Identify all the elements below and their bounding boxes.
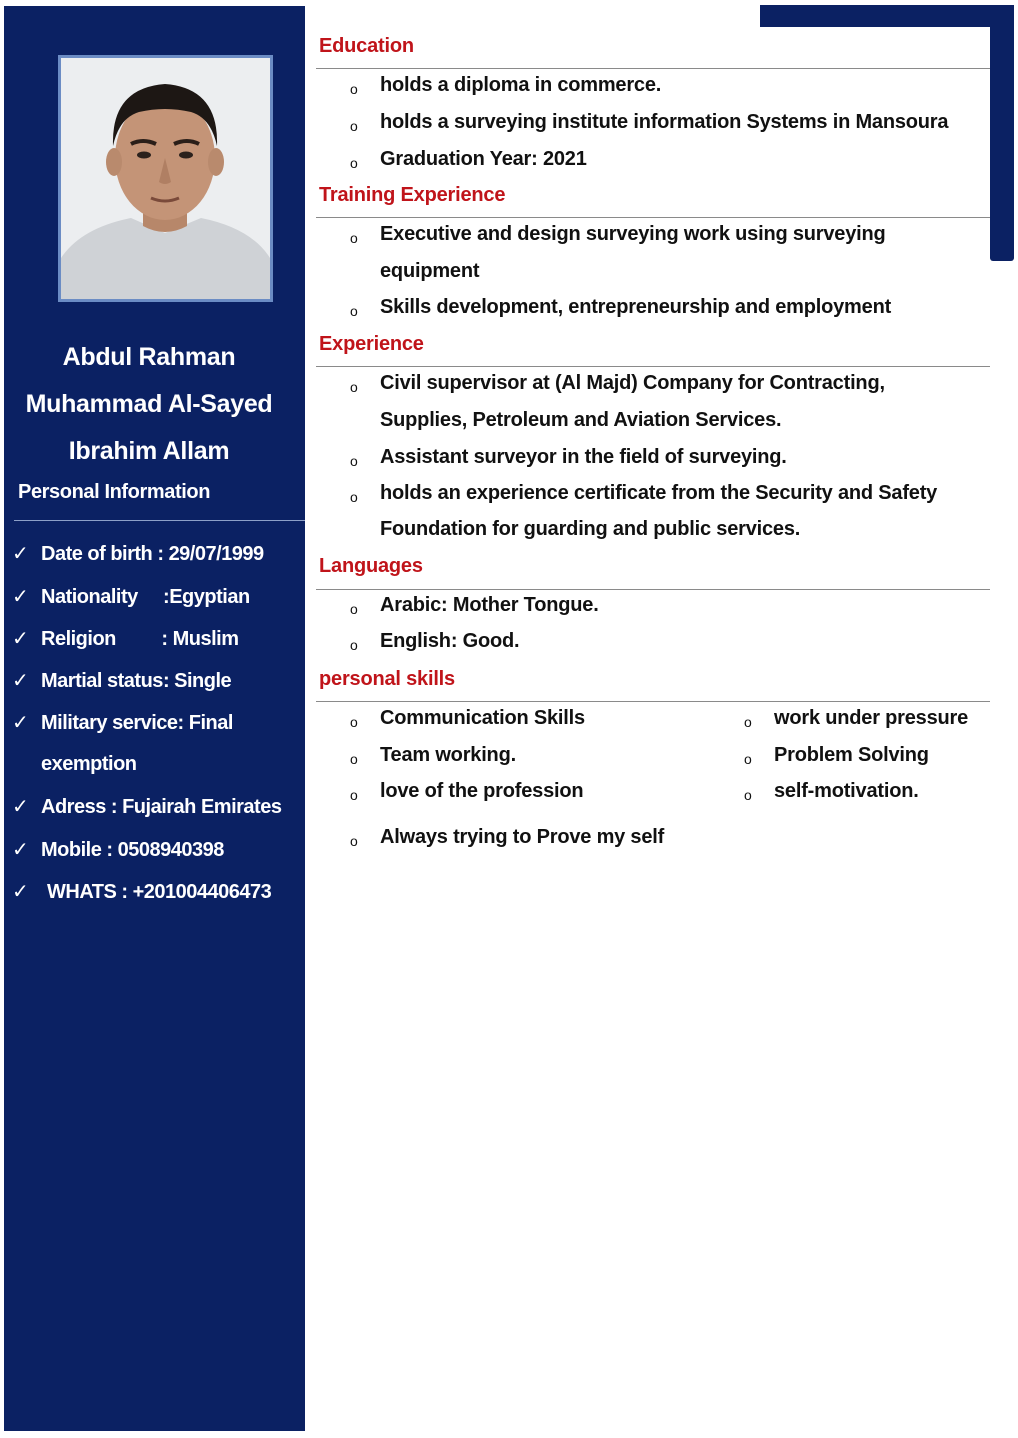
accent-bar-side: [990, 5, 1014, 261]
bullet-icon: o: [350, 230, 358, 246]
info-label: Nationality: [41, 586, 138, 608]
skill-item: Problem Solving: [774, 744, 929, 766]
education-divider: [316, 68, 990, 69]
check-icon: ✓: [12, 670, 29, 692]
info-label: Mobile: [41, 839, 102, 861]
experience-item-line: holds an experience certificate from the Security and Safety: [380, 482, 938, 504]
education-item: holds a diploma in commerce.: [380, 74, 662, 96]
info-separator: :: [115, 628, 173, 650]
info-value: Egyptian: [169, 586, 250, 608]
avatar-illustration: [61, 58, 270, 299]
skills-heading: personal skills: [319, 668, 455, 690]
bullet-icon: o: [350, 379, 358, 395]
military-service-continuation: exemption: [41, 753, 137, 775]
personal-info-divider: [14, 520, 305, 521]
info-label: Adress: [41, 796, 106, 818]
experience-item-line: Supplies, Petroleum and Aviation Services.: [380, 409, 782, 431]
check-icon: ✓: [12, 881, 29, 903]
info-value: 0508940398: [117, 839, 224, 861]
name-line-first: Abdul Rahman: [62, 343, 236, 371]
bullet-icon: o: [350, 489, 358, 505]
languages-heading: Languages: [319, 555, 423, 577]
info-value: Single: [174, 670, 232, 692]
skill-item: self-motivation.: [774, 780, 919, 802]
skill-item: Communication Skills: [380, 707, 585, 729]
bullet-icon: o: [350, 303, 358, 319]
bullet-icon: o: [744, 787, 752, 803]
info-separator: :: [137, 586, 170, 608]
info-separator: :: [152, 543, 169, 565]
bullet-icon: o: [350, 453, 358, 469]
training-item-line: Skills development, entrepreneurship and employment: [380, 296, 892, 318]
bullet-icon: o: [744, 751, 752, 767]
name-line-middle: Muhammad Al-Sayed: [25, 390, 273, 418]
language-item: English: Good.: [380, 630, 520, 652]
bullet-icon: o: [350, 751, 358, 767]
sidebar: [4, 6, 305, 1431]
check-icon: ✓: [12, 628, 29, 650]
experience-item-line: Civil supervisor at (Al Majd) Company for Contracting,: [380, 372, 885, 394]
info-row-whatsapp: [12, 879, 271, 904]
name-line-last: Ibrahim Allam: [68, 437, 230, 465]
bullet-icon: o: [744, 714, 752, 730]
experience-item-line: Foundation for guarding and public services.: [380, 518, 801, 540]
info-value: 29/07/1999: [168, 543, 264, 565]
check-icon: ✓: [12, 712, 29, 734]
info-separator: :: [116, 881, 133, 903]
bullet-icon: o: [350, 81, 358, 97]
skill-item: love of the profession: [380, 780, 584, 802]
info-label: WHATS: [47, 881, 117, 903]
bullet-icon: o: [350, 601, 358, 617]
info-row-religion: [12, 626, 239, 651]
bullet-icon: o: [350, 155, 358, 171]
education-item: Graduation Year: 2021: [380, 148, 587, 170]
training-divider: [316, 217, 990, 218]
info-value: Muslim: [172, 628, 239, 650]
check-icon: ✓: [12, 796, 29, 818]
info-value: Final: [188, 712, 233, 734]
bullet-icon: o: [350, 637, 358, 653]
education-heading: Education: [319, 35, 414, 57]
experience-heading: Experience: [319, 333, 424, 355]
training-heading: Training Experience: [319, 184, 506, 206]
info-label: Religion: [41, 628, 116, 650]
info-value: +201004406473: [132, 881, 272, 903]
info-row-marital-status: [12, 668, 231, 693]
personal-info-heading: Personal Information: [18, 481, 211, 503]
bullet-icon: o: [350, 714, 358, 730]
info-row-address: [12, 794, 281, 819]
profile-photo: [58, 55, 273, 302]
info-value: Fujairah Emirates: [122, 796, 282, 818]
info-row-dob: [12, 541, 264, 566]
training-item-line: Executive and design surveying work using surveying: [380, 223, 886, 245]
info-row-military-service: [12, 710, 233, 735]
check-icon: ✓: [12, 543, 29, 565]
skills-divider: [316, 701, 990, 702]
info-label: Date of birth: [41, 543, 153, 565]
info-separator: :: [162, 670, 175, 692]
languages-divider: [316, 589, 990, 590]
skill-item-extra: Always trying to Prove my self: [380, 826, 665, 848]
info-row-nationality: [12, 584, 250, 609]
check-icon: ✓: [12, 839, 29, 861]
experience-item-line: Assistant surveyor in the field of surveying.: [380, 446, 787, 468]
accent-bar-top: [760, 5, 1014, 27]
info-row-mobile: [12, 837, 224, 862]
education-item: holds a surveying institute information Systems in Mansoura: [380, 111, 949, 133]
info-separator: :: [105, 796, 123, 818]
bullet-icon: o: [350, 118, 358, 134]
skill-item: work under pressure: [774, 707, 969, 729]
bullet-icon: o: [350, 787, 358, 803]
training-item-line: equipment: [380, 260, 480, 282]
info-label: Military service: [41, 712, 178, 734]
info-separator: :: [101, 839, 118, 861]
check-icon: ✓: [12, 586, 29, 608]
language-item: Arabic: Mother Tongue.: [380, 594, 599, 616]
skill-item: Team working.: [380, 744, 516, 766]
experience-divider: [316, 366, 990, 367]
info-label: Martial status: [41, 670, 163, 692]
info-separator: :: [177, 712, 189, 734]
bullet-icon: o: [350, 833, 358, 849]
